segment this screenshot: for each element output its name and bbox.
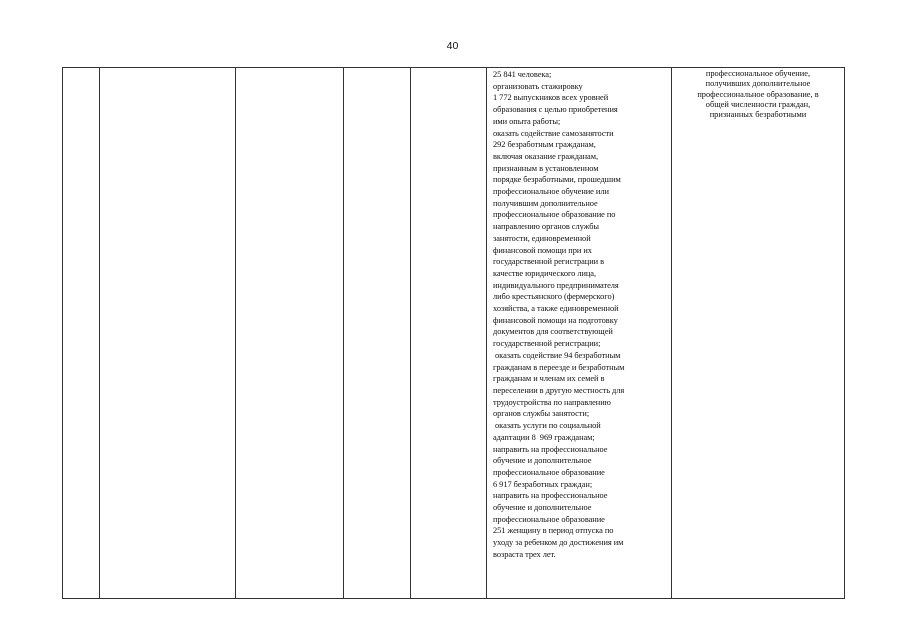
cell-expected-result: 25 841 человека; организовать стажировку 1 772 выпускников всех уровней образования с целью приобретения ими опыта работы; оказать содействие самозанятости 292 безработным гражданам, включая оказание гражданам, признанным в установленном порядке безработными, прошедшим профессиональное обучение или получившим дополнительное профессиональное образование по направлению органов службы занятости, единовременной финансовой помощи при их государственной регистрации в качестве юридического лица, индивидуального предпринимателя либо крестьянского (фермерского) хозяйства, а также единовременной финансовой помощи на подготовку документов для соответствующей государственной регистрации; оказать содействие 94 безработным гражданам в переезде и безработным гражданам и членам их семей в переселении в другую местность для трудоустройства по направлению органов службы занятости; оказать услуги по социальной адаптации 8 969 гражданам; направить на профессиональное обучение и дополнительное профессиональное образование 6 917 безработных граждан; направить на профессиональное обучение и дополнительное профессиональное образование 251 женщину в период отпуска по уходу за ребенком до достижения им возраста трех лет. <box>487 68 672 599</box>
cell-indicator: профессиональное обучение, получивших дополнительное профессиональное образование, в общей численности граждан, признанных безработными <box>672 68 845 599</box>
cell-name <box>100 68 236 599</box>
cell-number <box>63 68 100 599</box>
document-table <box>62 67 845 599</box>
cell-responsible <box>236 68 344 599</box>
table-row <box>63 68 845 599</box>
cell-start-date <box>344 68 411 599</box>
page-number: 40 <box>446 40 459 52</box>
cell-end-date <box>411 68 487 599</box>
